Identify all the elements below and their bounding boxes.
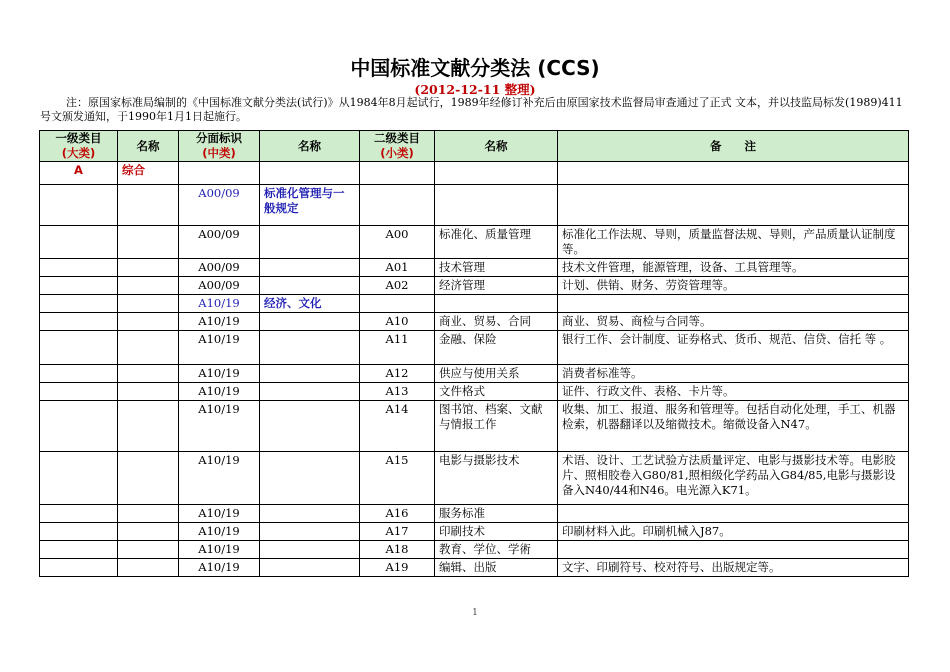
subclass-name: 电影与摄影技术: [435, 452, 558, 505]
subclass-name: 服务标准: [435, 505, 558, 523]
category-name: 综合: [118, 162, 179, 185]
facet-code: A10/19: [179, 541, 260, 559]
subclass-name: 供应与使用关系: [435, 365, 558, 383]
subclass-code: A17: [360, 523, 435, 541]
level1-name-cell: [118, 226, 179, 259]
subclass-name: 经济管理: [435, 277, 558, 295]
level1-name-cell: [118, 365, 179, 383]
header-level2: [360, 131, 435, 162]
subclass-code: A14: [360, 401, 435, 452]
table-row: [40, 383, 909, 401]
facet-code: A00/09: [179, 185, 260, 226]
header-name3: 名称: [435, 131, 558, 162]
level1-cell: [40, 365, 118, 383]
subclass-name: [435, 185, 558, 226]
subclass-code: A12: [360, 365, 435, 383]
level1-name-cell: [118, 523, 179, 541]
header-remarks: 备 注: [558, 131, 909, 162]
subclass-name: 文件格式: [435, 383, 558, 401]
table-row: [40, 331, 909, 365]
facet-name: 标准化管理与一般规定: [260, 185, 360, 226]
table-row: [40, 523, 909, 541]
remark: 术语、设计、工艺试验方法质量评定、电影与摄影技术等。电影胶片、照相胶卷入G80/81,照相级化学药品入G84/85,电影与摄影设备入N40/44和N46。电光源入K71。: [558, 452, 909, 505]
remark: [558, 185, 909, 226]
page-number: 1: [472, 608, 478, 618]
subclass-name: 印刷技术: [435, 523, 558, 541]
facet-name: [260, 331, 360, 365]
table-row: [40, 313, 909, 331]
table-row: [40, 452, 909, 505]
level1-name-cell: [118, 383, 179, 401]
facet-name: [260, 226, 360, 259]
level1-cell: [40, 452, 118, 505]
subclass-name: 商业、贸易、合同: [435, 313, 558, 331]
facet-name: [260, 401, 360, 452]
subclass-name: 金融、保险: [435, 331, 558, 365]
facet-name: [260, 541, 360, 559]
table-row: [40, 295, 909, 313]
level1-cell: [40, 259, 118, 277]
page-title: 中国标准文献分类法 (CCS): [350, 56, 600, 80]
level1-cell: [40, 226, 118, 259]
remark: [558, 541, 909, 559]
facet-code: A10/19: [179, 365, 260, 383]
header-level1: [40, 131, 118, 162]
level1-cell: [40, 523, 118, 541]
level1-name-cell: [118, 313, 179, 331]
subclass-code: A18: [360, 541, 435, 559]
level1-name-cell: [118, 452, 179, 505]
header-level2-sub: (小类): [380, 146, 414, 160]
subclass-name: [435, 295, 558, 313]
remark: [558, 295, 909, 313]
category-code: A: [40, 162, 118, 185]
level1-name-cell: [118, 331, 179, 365]
facet-code: A00/09: [179, 259, 260, 277]
facet-name: [260, 365, 360, 383]
remark: 收集、加工、报道、服务和管理等。包括自动化处理，手工、机器检索，机器翻译以及缩微技术。缩微设备入N47。: [558, 401, 909, 452]
facet-name: [260, 559, 360, 577]
facet-code: A00/09: [179, 277, 260, 295]
remark: 证件、行政文件、表格、卡片等。: [558, 383, 909, 401]
table-row: [40, 559, 909, 577]
level1-cell: [40, 541, 118, 559]
page-subtitle: (2012-12-11 整理): [414, 82, 536, 97]
subclass-code: A15: [360, 452, 435, 505]
subclass-code: A10: [360, 313, 435, 331]
facet-code: A10/19: [179, 505, 260, 523]
subclass-code: A19: [360, 559, 435, 577]
subclass-code: A13: [360, 383, 435, 401]
level1-cell: [40, 295, 118, 313]
header-name1: 名称: [118, 131, 179, 162]
facet-name: [260, 313, 360, 331]
facet-code: A10/19: [179, 401, 260, 452]
empty-cell: [179, 162, 260, 185]
facet-code: A10/19: [179, 523, 260, 541]
remark: 银行工作、会计制度、证券格式、货币、规范、信贷、信托 等 。: [558, 331, 909, 365]
header-name2: 名称: [260, 131, 360, 162]
header-facet-sub: (中类): [202, 146, 236, 160]
facet-name: [260, 383, 360, 401]
table-row: [40, 365, 909, 383]
facet-name: [260, 452, 360, 505]
table-row: [40, 259, 909, 277]
level1-cell: [40, 331, 118, 365]
table-row: [40, 226, 909, 259]
subclass-name: 编辑、出版: [435, 559, 558, 577]
level1-cell: [40, 383, 118, 401]
facet-code: A10/19: [179, 331, 260, 365]
table-header-row: [40, 131, 909, 162]
empty-cell: [558, 162, 909, 185]
table-row: [40, 277, 909, 295]
remark: [558, 505, 909, 523]
level1-cell: [40, 505, 118, 523]
subclass-code: A11: [360, 331, 435, 365]
subclass-name: 图书馆、档案、文献与情报工作: [435, 401, 558, 452]
level1-name-cell: [118, 401, 179, 452]
facet-code: A00/09: [179, 226, 260, 259]
table-row: [40, 185, 909, 226]
header-facet-label: 分面标识: [196, 131, 242, 145]
table-row: [40, 541, 909, 559]
intro-note: 注：原国家标准局编制的《中国标准文献分类法(试行)》从1984年8月起试行，1989年经修订补充后由原国家技术监督局审查通过了正式 文本，并以技监局标发(1989)411号文颁发通知，于1990年1月1日起施行。: [40, 96, 903, 123]
empty-cell: [360, 162, 435, 185]
table-row: [40, 401, 909, 452]
header-level1-label: 一级类目: [55, 131, 102, 145]
remark: 标准化工作法规、导则，质量监督法规、导则，产品质量认证制度等。: [558, 226, 909, 259]
table-row: [40, 505, 909, 523]
level1-name-cell: [118, 295, 179, 313]
facet-name: [260, 505, 360, 523]
level1-name-cell: [118, 277, 179, 295]
facet-code: A10/19: [179, 383, 260, 401]
level1-cell: [40, 185, 118, 226]
subclass-code: [360, 185, 435, 226]
remark: 商业、贸易、商检与合同等。: [558, 313, 909, 331]
subclass-code: A02: [360, 277, 435, 295]
subclass-name: 教育、学位、学術: [435, 541, 558, 559]
level1-name-cell: [118, 505, 179, 523]
remark: 计划、供销、财务、劳资管理等。: [558, 277, 909, 295]
subclass-code: A16: [360, 505, 435, 523]
level1-cell: [40, 313, 118, 331]
facet-code: A10/19: [179, 313, 260, 331]
level1-cell: [40, 559, 118, 577]
header-level1-sub: (大类): [61, 146, 96, 160]
header-facet: [179, 131, 260, 162]
facet-code: A10/19: [179, 452, 260, 505]
facet-name: 经济、文化: [260, 295, 360, 313]
remark: 技术文件管理，能源管理，设备、工具管理等。: [558, 259, 909, 277]
facet-code: A10/19: [179, 295, 260, 313]
remark: 文字、印刷符号、校对符号、出版规定等。: [558, 559, 909, 577]
header-level2-label: 二级类目: [374, 131, 420, 145]
remark: 消费者标准等。: [558, 365, 909, 383]
level1-name-cell: [118, 559, 179, 577]
facet-name: [260, 259, 360, 277]
category-row: [40, 162, 909, 185]
facet-name: [260, 277, 360, 295]
facet-code: A10/19: [179, 559, 260, 577]
subclass-code: A01: [360, 259, 435, 277]
level1-name-cell: [118, 259, 179, 277]
remark: 印刷材料入此。印刷机械入J87。: [558, 523, 909, 541]
empty-cell: [260, 162, 360, 185]
facet-name: [260, 523, 360, 541]
subclass-code: [360, 295, 435, 313]
subclass-name: 标准化、质量管理: [435, 226, 558, 259]
subclass-code: A00: [360, 226, 435, 259]
level1-name-cell: [118, 185, 179, 226]
classification-table: [39, 130, 909, 577]
level1-cell: [40, 401, 118, 452]
subclass-name: 技术管理: [435, 259, 558, 277]
level1-cell: [40, 277, 118, 295]
level1-name-cell: [118, 541, 179, 559]
empty-cell: [435, 162, 558, 185]
